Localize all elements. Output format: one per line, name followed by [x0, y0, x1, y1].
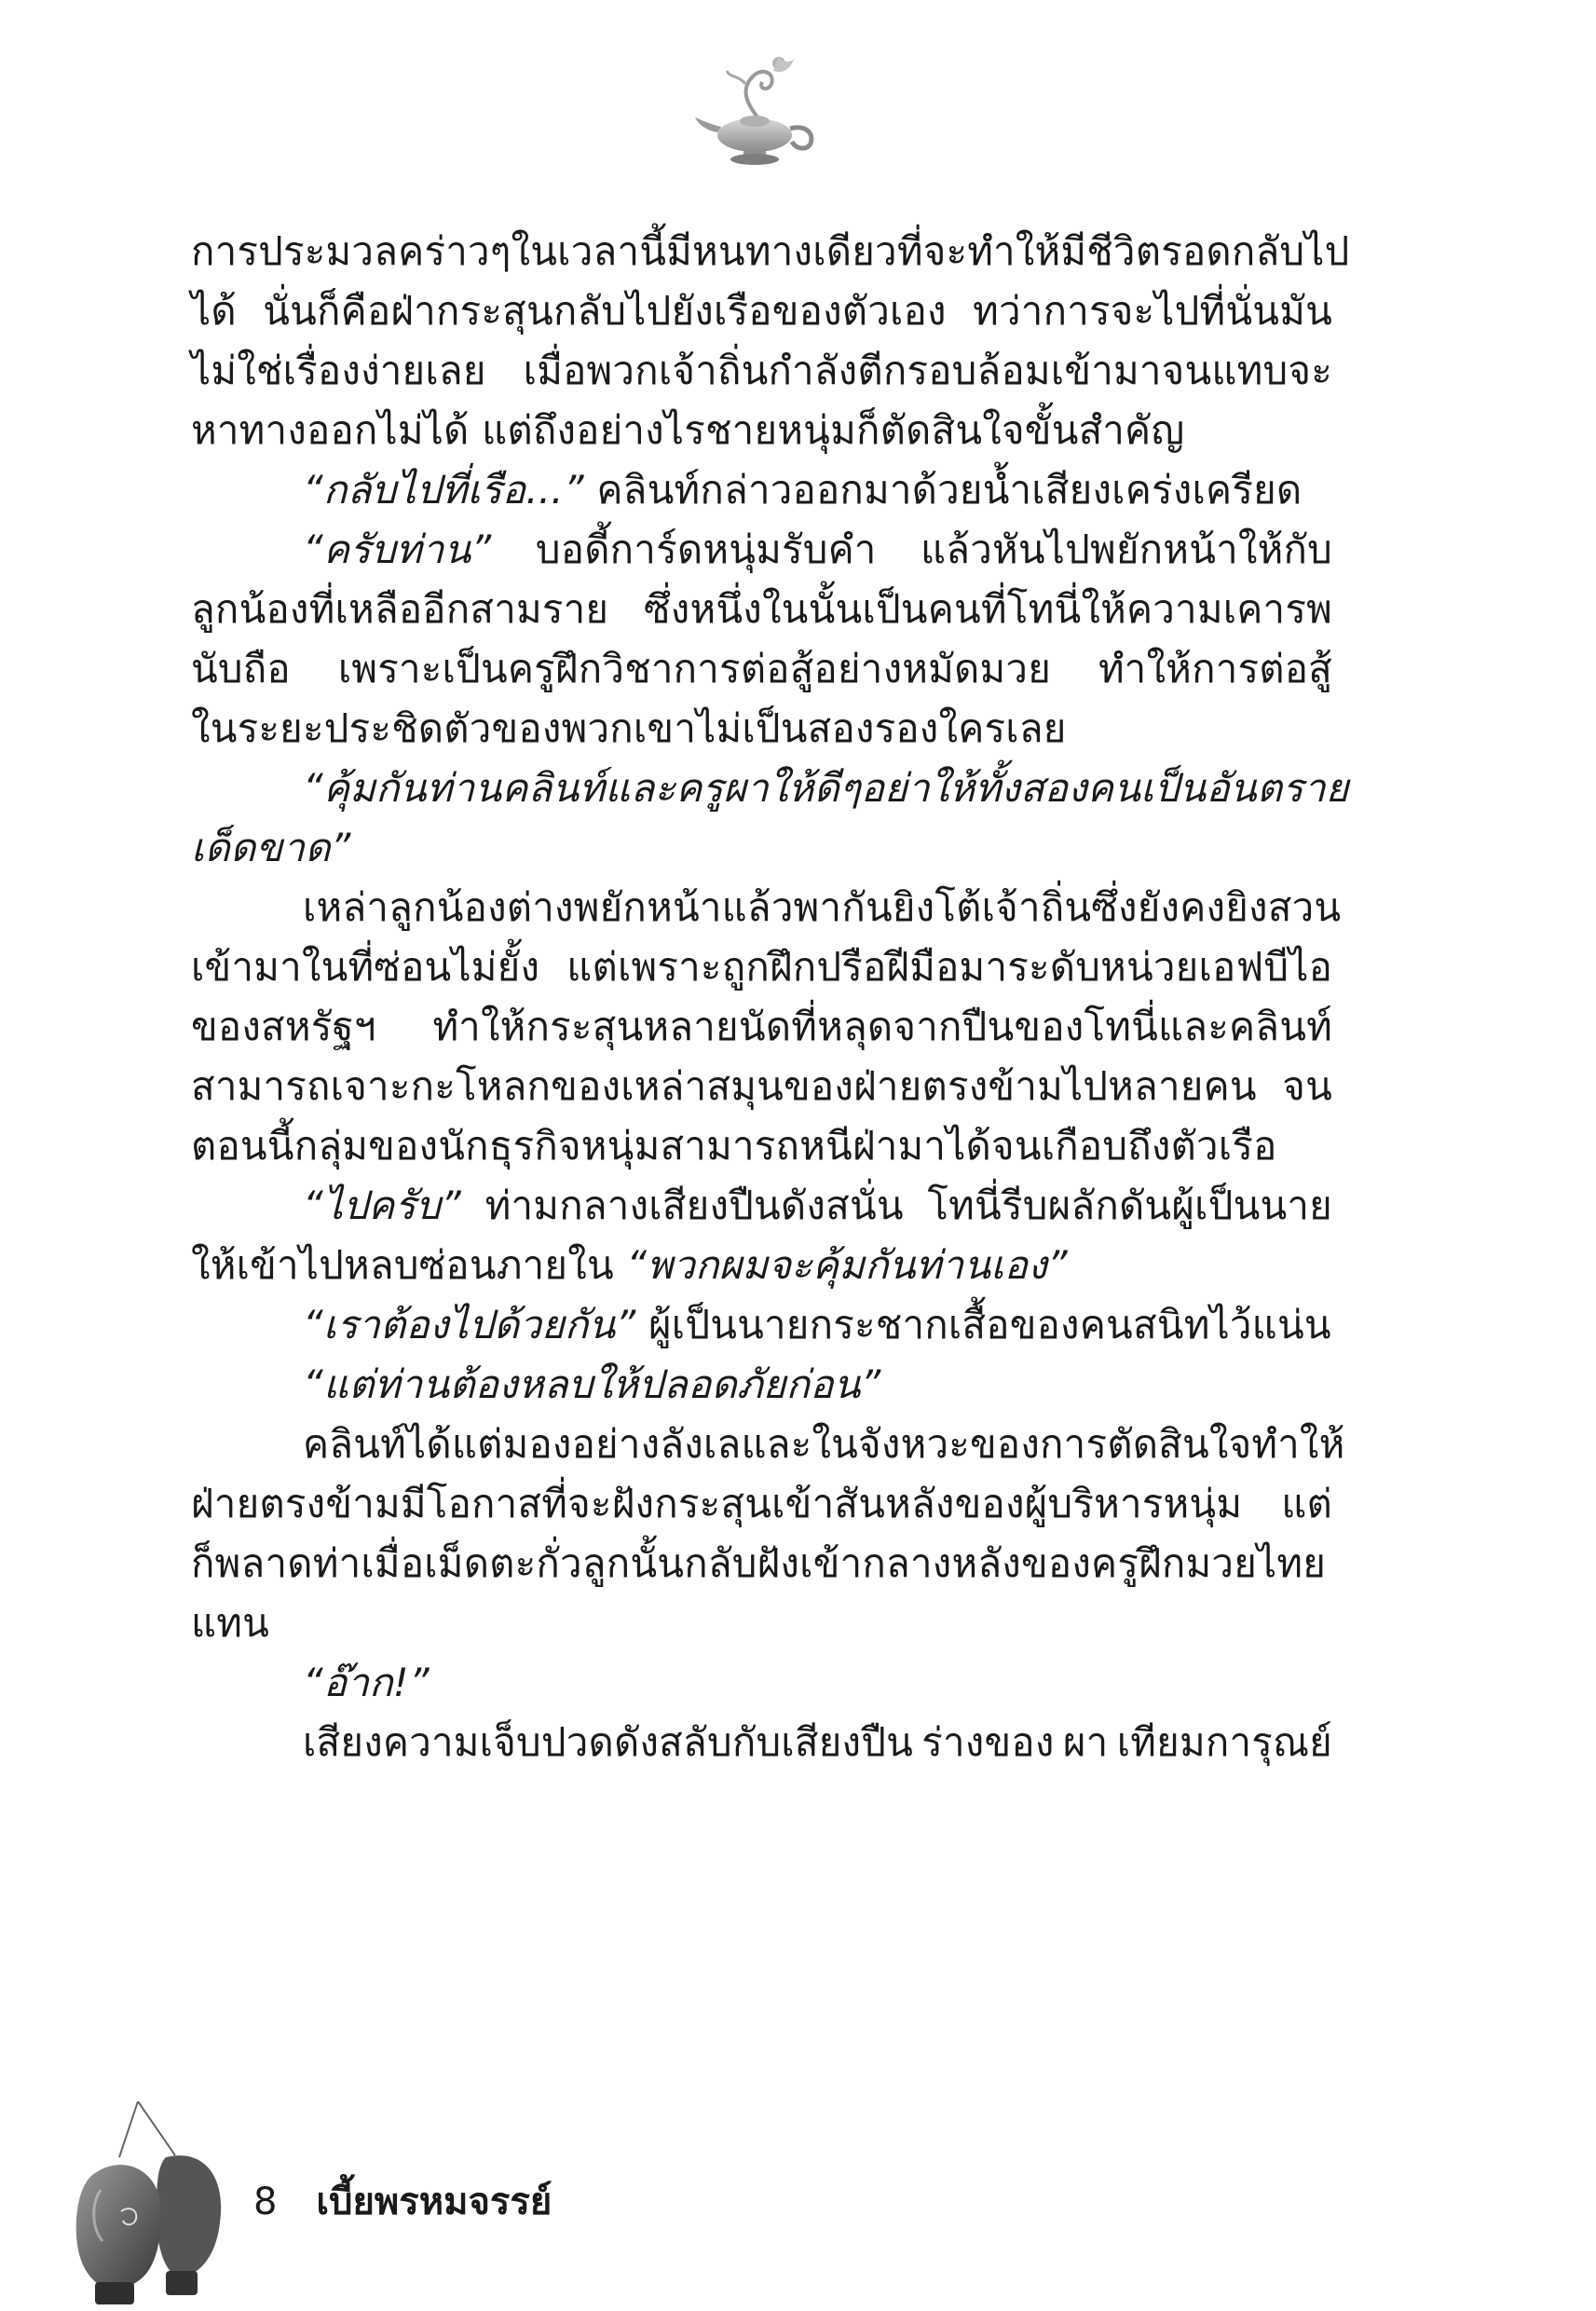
text-line: การประมวลคร่าวๆ ในเวลานี้มีหนทางเดียวที่จะทำให้มีชีวิตรอดกลับไป	[191, 228, 1350, 274]
text-line: “แต่ท่านต้องหลบให้ปลอดภัยก่อน”	[303, 1361, 881, 1407]
page-number: 8	[253, 2181, 278, 2223]
text-line: “คุ้มกันท่านคลินท์และครูผาให้ดีๆ อย่าให้ทั้งสองคนเป็นอันตราย	[303, 765, 1349, 811]
book-title: เบี้ยพรหมจรรย์	[316, 2181, 552, 2223]
text-line: แทน	[191, 1600, 270, 1646]
text-line: “เราต้องไปด้วยกัน” ผู้เป็นนายกระชากเสื้อของคนสนิทไว้แน่น	[303, 1302, 1331, 1347]
text-line: ลูกน้องที่เหลืออีกสามราย ซึ่งหนึ่งในนั้นเป็นคนที่โทนี่ให้ความเคารพ	[191, 586, 1332, 632]
text-line: เด็ดขาด”	[191, 825, 351, 870]
text-line: ในระยะประชิดตัวของพวกเขาไม่เป็นสองรองใครเลย	[191, 705, 1067, 751]
text-line: ได้ นั่นก็คือฝ่ากระสุนกลับไปยังเรือของตัวเอง ทว่าการจะไปที่นั่นมัน	[191, 288, 1332, 334]
text-line: ให้เข้าไปหลบซ่อนภายใน “พวกผมจะคุ้มกันท่านเอง”	[191, 1242, 1068, 1288]
text-line: นับถือ เพราะเป็นครูฝึกวิชาการต่อสู้อย่างหมัดมวย ทำให้การต่อสู้	[191, 646, 1332, 691]
text-line: ก็พลาดท่าเมื่อเม็ดตะกั่วลูกนั้นกลับฝังเข้ากลางหลังของครูฝึกมวยไทย	[191, 1540, 1327, 1586]
text-line: เหล่าลูกน้องต่างพยักหน้า แล้วพากันยิงโต้เจ้าถิ่นซึ่งยังคงยิงสวน	[303, 884, 1342, 930]
text-line: ฝ่ายตรงข้ามมีโอกาสที่จะฝังกระสุนเข้าสันหลังของผู้บริหารหนุ่ม แต่	[191, 1481, 1332, 1526]
magic-lamp-icon	[689, 47, 829, 177]
text-line: ไม่ใช่เรื่องง่ายเลย เมื่อพวกเจ้าถิ่นกำลังตีกรอบล้อมเข้ามาจนแทบจะ	[191, 348, 1332, 393]
text-line: ของสหรัฐฯ ทำให้กระสุนหลายนัดที่หลุดจากปืนของโทนี่และคลินท์	[191, 1004, 1332, 1049]
text-line: ตอนนี้กลุ่มของนักธุรกิจหนุ่มสามารถหนีฝ่ามาได้จนเกือบถึงตัวเรือ	[191, 1123, 1277, 1169]
text-line: “ไปครับ” ท่ามกลางเสียงปืนดังสนั่น โทนี่รีบผลักดันผู้เป็นนาย	[303, 1183, 1332, 1228]
text-line: คลินท์ได้แต่มองอย่างลังเล และในจังหวะของการตัดสินใจทำให้	[303, 1421, 1345, 1467]
text-line: “ครับท่าน” บอดี้การ์ดหนุ่มรับคำ แล้วหันไปพยักหน้าให้กับ	[303, 526, 1332, 572]
text-line: “อ๊าก!”	[303, 1660, 430, 1705]
body-text	[191, 222, 1350, 1772]
running-footer	[253, 2171, 552, 2231]
boxing-gloves-icon	[63, 2101, 250, 2306]
text-line: สามารถเจาะกะโหลกของเหล่าสมุนของฝ่ายตรงข้ามไปหลายคน จน	[191, 1063, 1332, 1109]
text-line: หาทางออกไม่ได้ แต่ถึงอย่างไรชายหนุ่มก็ตัดสินใจขั้นสำคัญ	[191, 407, 1185, 453]
text-line: เข้ามาในที่ซ่อนไม่ยั้ง แต่เพราะถูกฝึกปรือฝีมือมาระดับหน่วยเอฟบีไอ	[191, 944, 1332, 990]
text-line: เสียงความเจ็บปวดดังสลับกับเสียงปืน ร่างของ ผา เทียมการุณย์	[303, 1719, 1332, 1765]
text-line: “กลับไปที่เรือ...” คลินท์กล่าวออกมาด้วยน้ำเสียงเคร่งเครียด	[303, 467, 1303, 513]
